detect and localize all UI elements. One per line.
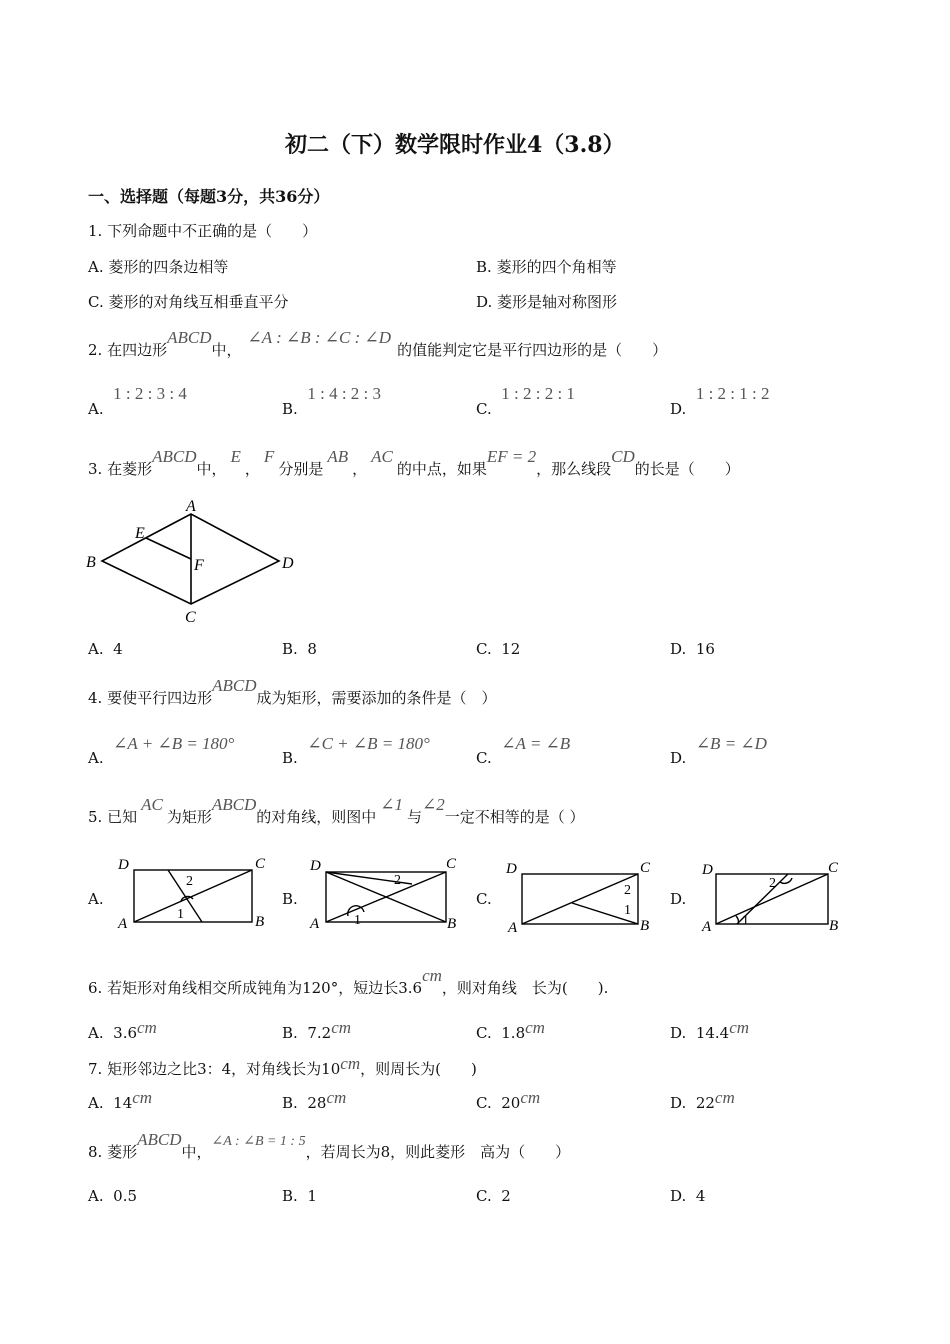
segment-ef	[146, 538, 191, 559]
question-2: 2. 在四边形ABCD中，∠A : ∠B : ∠C : ∠D的值能判定它是平行四边形的是（ ）	[88, 328, 668, 359]
svg-text:D: D	[506, 861, 517, 877]
q1-option-b[interactable]: B. 菱形的四个角相等	[476, 258, 617, 276]
svg-text:C: C	[640, 860, 651, 876]
q3-rhombus-figure	[80, 498, 310, 628]
question-5: 5. 已知AC为矩形ABCD的对角线，则图中∠1与∠2一定不相等的是（ ）	[88, 795, 585, 826]
q4-option-d[interactable]: D. ∠B = ∠D	[670, 734, 767, 767]
q4-option-c[interactable]: C. ∠A = ∠B	[476, 734, 571, 767]
q5-option-b[interactable]: B.	[282, 890, 298, 908]
q6-option-d[interactable]: D. 14.4cm	[670, 1018, 750, 1042]
label-a: A	[186, 498, 196, 515]
q5-figure-d	[692, 852, 857, 934]
q2-option-b[interactable]: B. 1 : 4 : 2 : 3	[282, 384, 382, 418]
question-8: 8. 菱形ABCD中，∠A : ∠B = 1 : 5，若周长为8，则此菱形 高为（ ）	[88, 1130, 571, 1161]
svg-text:B: B	[829, 918, 839, 934]
q2-option-c[interactable]: C. 1 : 2 : 2 : 1	[476, 384, 575, 418]
page-title: 初二（下）数学限时作业4（3.8）	[285, 132, 625, 158]
label-b: B	[86, 554, 96, 571]
q5-option-d[interactable]: D.	[670, 890, 687, 908]
q5-option-a[interactable]: A.	[88, 890, 104, 908]
question-text: 下列命题中不正确的是（ ）	[107, 222, 318, 240]
question-number: 1.	[88, 222, 103, 240]
question-3: 3. 在菱形ABCD中，E，F分别是AB，AC的中点，如果EF = 2，那么线段CD的长是（ ）	[88, 447, 740, 478]
svg-text:1: 1	[354, 913, 361, 928]
svg-text:D: D	[702, 862, 713, 878]
q7-option-b[interactable]: B. 28cm	[282, 1088, 347, 1112]
q3-option-d[interactable]: D. 16	[670, 640, 715, 658]
q7-option-a[interactable]: A. 14cm	[88, 1088, 153, 1112]
question-1	[88, 220, 317, 241]
svg-text:2: 2	[624, 883, 631, 898]
q5-figure-b	[304, 852, 469, 934]
svg-text:B: B	[447, 916, 457, 932]
q1-option-a[interactable]: A. 菱形的四条边相等	[88, 258, 229, 276]
q6-option-c[interactable]: C. 1.8cm	[476, 1018, 545, 1042]
svg-text:C: C	[446, 856, 457, 872]
q8-option-c[interactable]: C. 2	[476, 1187, 511, 1205]
q3-option-a[interactable]: A. 4	[88, 640, 123, 658]
q7-option-c[interactable]: C. 20cm	[476, 1088, 541, 1112]
q8-option-b[interactable]: B. 1	[282, 1187, 317, 1205]
q1-option-c[interactable]: C. 菱形的对角线互相垂直平分	[88, 293, 289, 311]
q7-option-d[interactable]: D. 22cm	[670, 1088, 735, 1112]
svg-text:D: D	[310, 858, 321, 874]
label-d: D	[282, 555, 294, 572]
svg-text:2: 2	[394, 873, 401, 888]
q5-figure-a	[110, 852, 275, 934]
q5-figure-c	[498, 852, 663, 934]
q5-option-c[interactable]: C.	[476, 890, 492, 908]
q8-option-a[interactable]: A. 0.5	[88, 1187, 138, 1205]
q4-option-a[interactable]: A. ∠A + ∠B = 180°	[88, 734, 235, 767]
q6-option-a[interactable]: A. 3.6cm	[88, 1018, 157, 1042]
question-4: 4. 要使平行四边形ABCD成为矩形，需要添加的条件是（ ）	[88, 676, 497, 707]
question-6: 6. 若矩形对角线相交所成钝角为120°，短边长3.6cm，则对角线 长为( ).	[88, 966, 609, 997]
svg-text:1: 1	[177, 907, 184, 922]
svg-text:A: A	[508, 920, 518, 934]
label-c: C	[185, 609, 196, 626]
svg-text:C: C	[828, 860, 839, 876]
svg-text:2: 2	[186, 874, 193, 889]
q8-option-d[interactable]: D. 4	[670, 1187, 706, 1205]
question-7: 7. 矩形邻边之比3：4，对角线长为10cm，则周长为( )	[88, 1054, 477, 1078]
q2-option-d[interactable]: D. 1 : 2 : 1 : 2	[670, 384, 770, 418]
svg-text:B: B	[640, 918, 650, 934]
svg-text:A: A	[702, 919, 712, 934]
svg-text:C: C	[255, 856, 266, 872]
svg-text:1: 1	[742, 913, 749, 928]
svg-text:A: A	[310, 916, 320, 932]
q6-option-b[interactable]: B. 7.2cm	[282, 1018, 352, 1042]
q4-option-b[interactable]: B. ∠C + ∠B = 180°	[282, 734, 430, 767]
q3-option-b[interactable]: B. 8	[282, 640, 317, 658]
q3-option-c[interactable]: C. 12	[476, 640, 521, 658]
section-heading: 一、选择题（每题3分，共36分）	[88, 187, 330, 206]
svg-text:D: D	[118, 857, 129, 873]
svg-text:B: B	[255, 914, 265, 930]
svg-text:2: 2	[769, 876, 776, 891]
q1-option-d[interactable]: D. 菱形是轴对称图形	[476, 293, 618, 311]
svg-text:1: 1	[624, 903, 631, 918]
q2-option-a[interactable]: A. 1 : 2 : 3 : 4	[88, 384, 187, 418]
label-e: E	[135, 525, 145, 542]
label-f: F	[194, 557, 204, 574]
svg-text:A: A	[118, 916, 128, 932]
